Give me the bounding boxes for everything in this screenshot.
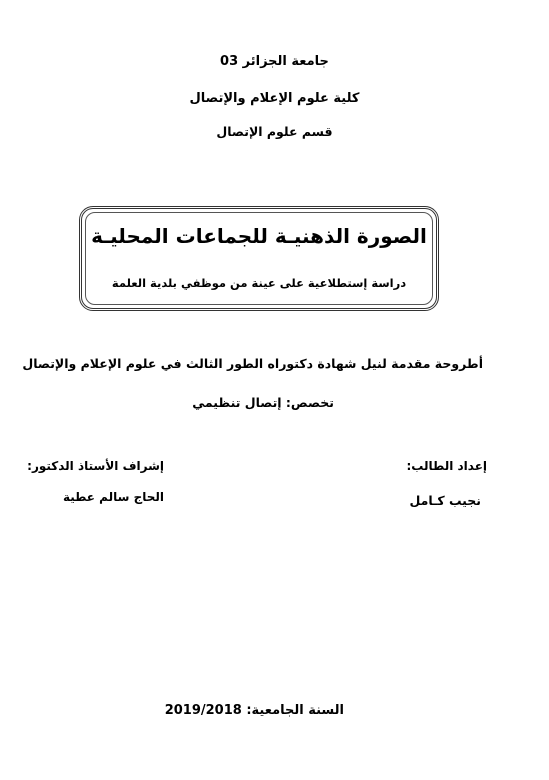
supervisor-name: الحاج سالم عطية xyxy=(62,490,164,504)
student-name: نجيب كـامل xyxy=(409,493,481,508)
title-frame xyxy=(79,206,439,311)
academic-year: السنة الجامعية: 2019/2018 xyxy=(164,703,344,718)
thesis-title: الصورة الذهنيـة للجماعات المحليـة xyxy=(91,224,427,248)
thesis-description: أطروحة مقدمة لنيل شهادة دكتوراه الطور الثالث في علوم الإعلام والإتصال xyxy=(22,356,483,371)
faculty-name: كلية علوم الإعلام والإتصال xyxy=(189,91,360,106)
thesis-subtitle: دراسة إستطلاعية على عينة من موظفي بلدية العلمة xyxy=(111,276,407,290)
department-name: قسم علوم الإتصال xyxy=(216,124,333,139)
university-name: جامعة الجزائر 03 xyxy=(220,54,329,69)
specialty: تخصص: إتصال تنظيمي xyxy=(192,395,334,410)
supervisor-label: إشراف الأستاذ الدكتور: xyxy=(27,459,164,473)
prepared-by-label: إعداد الطالب: xyxy=(406,459,487,473)
